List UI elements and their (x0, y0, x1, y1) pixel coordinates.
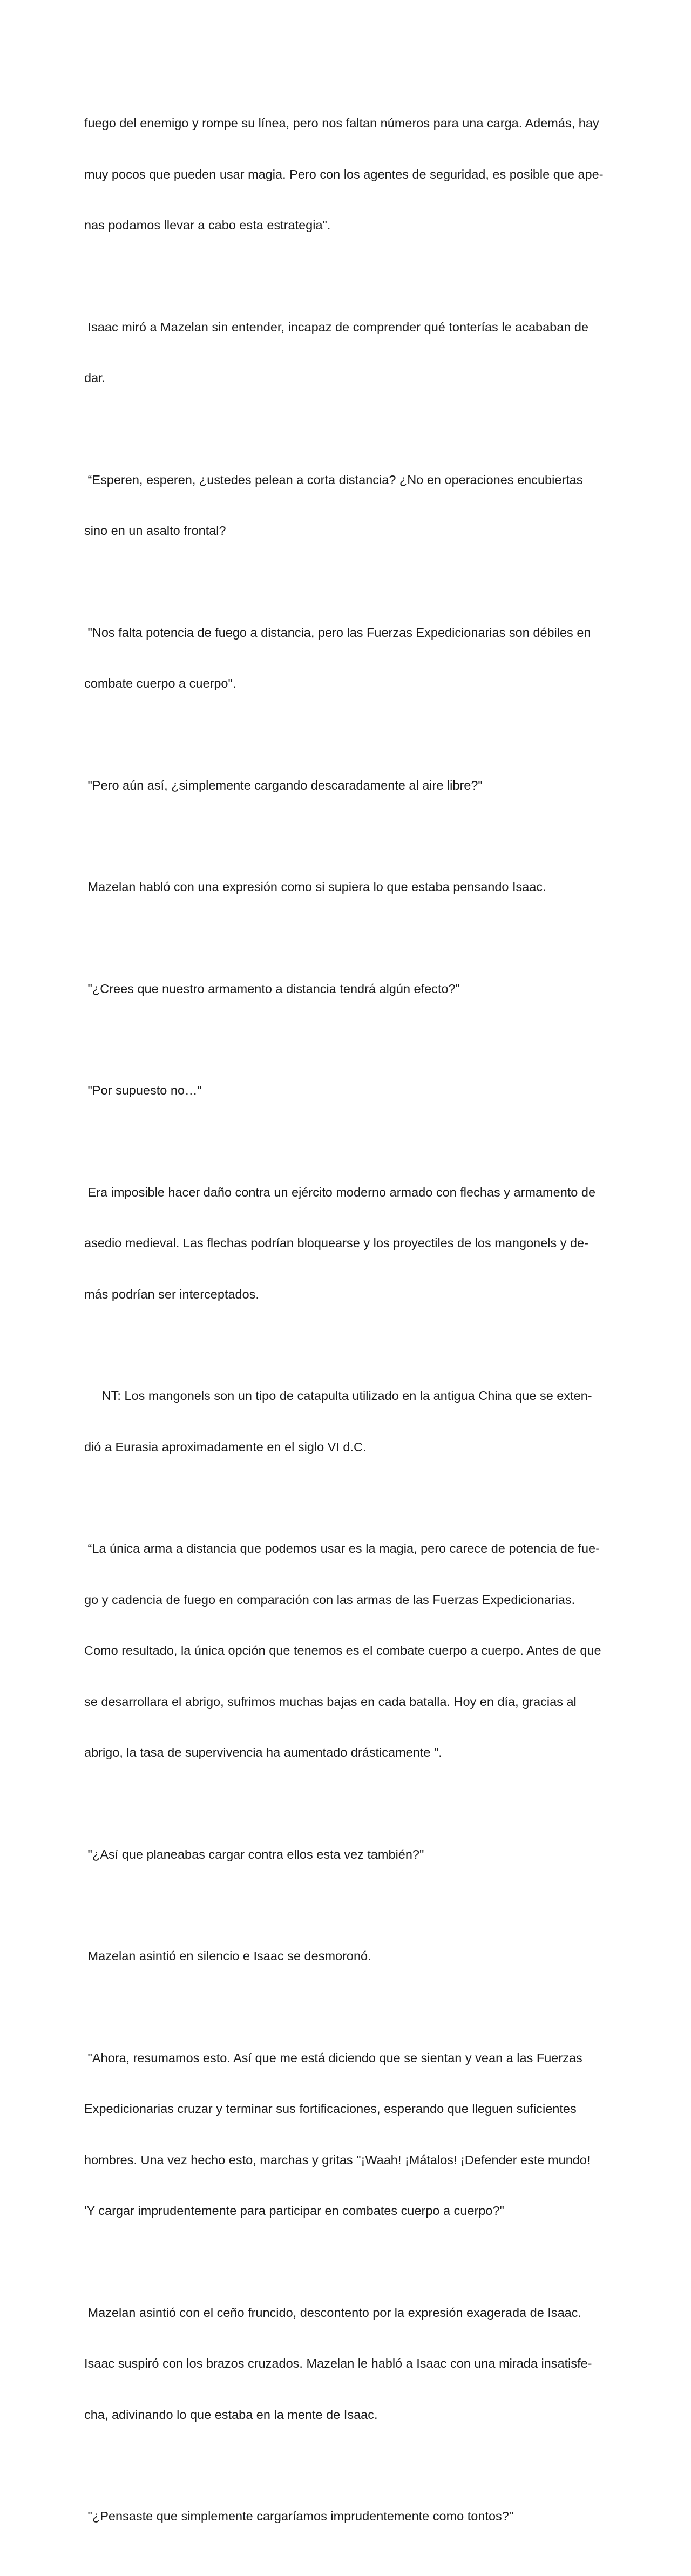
text-line: abrigo, la tasa de supervivencia ha aumentado drásticamente ". (84, 1745, 442, 1759)
paragraph (84, 1914, 613, 1999)
text-line: fuego del enemigo y rompe su línea, pero nos faltan números para una carga. Además, hay (84, 116, 599, 130)
text-line: combate cuerpo a cuerpo". (84, 676, 236, 690)
text-line: dar. (84, 371, 106, 385)
paragraph (84, 2474, 613, 2559)
text-line: "Ahora, resumamos esto. Así que me está diciendo que se sientan y vean a las Fuerzas (84, 2050, 582, 2065)
text-line: dió a Eurasia aproximadamente en el siglo VI d.C. (84, 1439, 367, 1454)
text-line: Mazelan habló con una expresión como si supiera lo que estaba pensando Isaac. (84, 880, 546, 894)
text-line: “La única arma a distancia que podemos usar es la magia, pero carece de potencia de fue- (84, 1541, 600, 1555)
text-line: "¿Pensaste que simplemente cargaríamos imprudentemente como tontos?" (84, 2509, 514, 2523)
paragraph (84, 81, 613, 268)
text-line: go y cadencia de fuego en comparación con las armas de las Fuerzas Expedicionarias. (84, 1592, 575, 1607)
paragraph (84, 845, 613, 930)
text-line: NT: Los mangonels son un tipo de catapulta utilizado en la antigua China que se exten- (84, 1389, 592, 1403)
text-line: 'Y cargar imprudentemente para participar en combates cuerpo a cuerpo?" (84, 2204, 504, 2218)
text-line: Mazelan asintió en silencio e Isaac se desmoronó. (84, 1949, 371, 1963)
paragraph (84, 438, 613, 574)
text-line: Era imposible hacer daño contra un ejército moderno armado con flechas y armamento de (84, 1185, 596, 1199)
text-line: Isaac miró a Mazelan sin entender, incapaz de comprender qué tonterías le acababan de (84, 320, 589, 334)
paragraph (84, 2016, 613, 2254)
document-page (84, 81, 613, 2576)
paragraph (84, 1812, 613, 1898)
text-line: "Pero aún así, ¿simplemente cargando descaradamente al aire libre?" (84, 778, 483, 792)
text-line: Isaac suspiró con los brazos cruzados. Mazelan le habló a Isaac con una mirada insatisfe- (84, 2356, 592, 2370)
text-line: hombres. Una vez hecho esto, marchas y gritas "¡Waah! ¡Mátalos! ¡Defender este mundo! (84, 2152, 591, 2167)
text-line: asedio medieval. Las flechas podrían bloquearse y los proyectiles de los mangonels y de- (84, 1236, 589, 1250)
paragraph (84, 1506, 613, 1796)
text-line: nas podamos llevar a cabo esta estrategia". (84, 218, 331, 232)
text-line: Como resultado, la única opción que tenemos es el combate cuerpo a cuerpo. Antes de que (84, 1643, 601, 1657)
paragraph (84, 1150, 613, 1337)
paragraph (84, 2271, 613, 2458)
text-line: "Por supuesto no…" (84, 1083, 202, 1097)
paragraph (84, 590, 613, 726)
text-line: se desarrollara el abrigo, sufrimos muchas bajas en cada batalla. Hoy en día, gracias al (84, 1694, 577, 1709)
translator-note (84, 1354, 613, 1490)
paragraph (84, 285, 613, 421)
paragraph (84, 743, 613, 828)
text-line: sino en un asalto frontal? (84, 524, 226, 538)
text-line: cha, adivinando lo que estaba en la mente de Isaac. (84, 2407, 378, 2422)
paragraph (84, 947, 613, 1032)
text-line: "¿Crees que nuestro armamento a distancia tendrá algún efecto?" (84, 981, 460, 996)
text-line: Mazelan asintió con el ceño fruncido, descontento por la expresión exagerada de Isaac. (84, 2305, 581, 2320)
text-line: más podrían ser interceptados. (84, 1287, 259, 1301)
text-line: "Nos falta potencia de fuego a distancia, pero las Fuerzas Expedicionarias son débiles en (84, 625, 591, 640)
paragraph (84, 1048, 613, 1133)
text-line: "¿Así que planeabas cargar contra ellos esta vez también?" (84, 1847, 424, 1861)
text-line: muy pocos que pueden usar magia. Pero con los agentes de seguridad, es posible que ape- (84, 167, 604, 181)
text-line: “Esperen, esperen, ¿ustedes pelean a corta distancia? ¿No en operaciones encubiertas (84, 472, 583, 487)
text-line: Expedicionarias cruzar y terminar sus fortificaciones, esperando que lleguen suficientes (84, 2102, 577, 2116)
